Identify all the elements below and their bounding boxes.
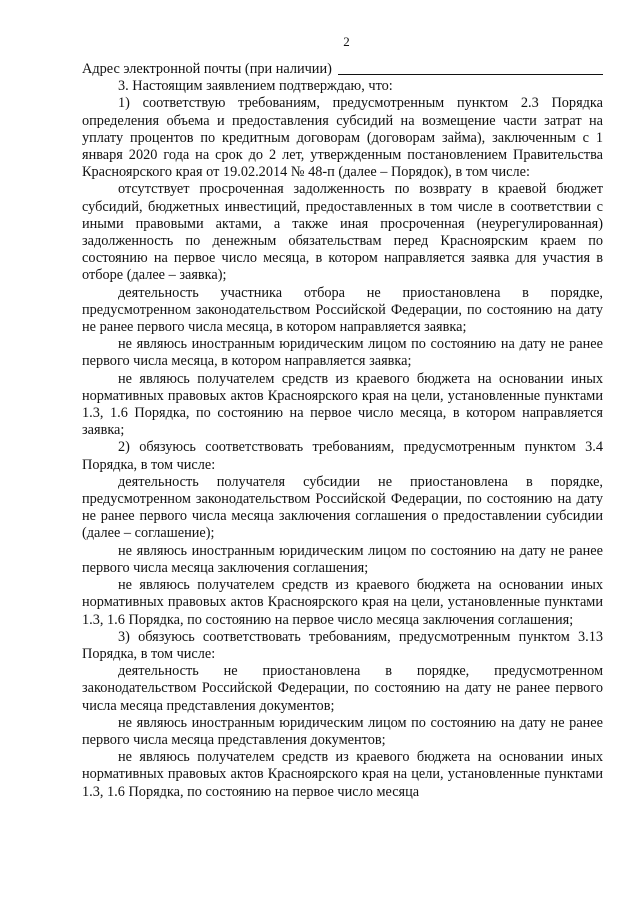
paragraph-not-foreign-1: не являюсь иностранным юридическим лицом по состоянию на дату не ранее первого числа месяца, в котором направляется заявка; bbox=[82, 336, 603, 370]
email-blank-underline bbox=[338, 73, 603, 75]
paragraph-not-suspended-2: деятельность получателя субсидии не приостановлена в порядке, предусмотренном законодательством Российской Федерации, по состоянию на дату не ранее первого числа месяца заключения соглашения о предоставлении субсидии (далее – соглашение); bbox=[82, 473, 603, 542]
email-field-line bbox=[82, 61, 603, 78]
paragraph-not-recipient-2: не являюсь получателем средств из краевого бюджета на основании иных нормативных правовых актов Красноярского края на цели, установленные пунктами 1.3, 1.6 Порядка, по состоянию на первое число месяца заключения соглашения; bbox=[82, 577, 603, 628]
paragraph-not-suspended-3: деятельность не приостановлена в порядке, предусмотренном законодательством Российской Федерации, по состоянию на дату не ранее первого числа месяца представления документов; bbox=[82, 663, 603, 714]
paragraph-item-2: 2) обязуюсь соответствовать требованиям, предусмотренным пунктом 3.4 Порядка, в том числе: bbox=[82, 439, 603, 473]
paragraph-no-debt: отсутствует просроченная задолженность по возврату в краевой бюджет субсидий, бюджетных инвестиций, предоставленных в том числе в соответствии с иными правовыми актами, а также иная просроченная (неурегулированная) задолженность по денежным обязательствам перед Красноярским краем по состоянию на первое число месяца, в котором направляется заявка для участия в отборе (далее – заявка); bbox=[82, 181, 603, 284]
paragraph-not-foreign-2: не являюсь иностранным юридическим лицом по состоянию на дату не ранее первого числа месяца заключения соглашения; bbox=[82, 542, 603, 576]
paragraph-3-intro: 3. Настоящим заявлением подтверждаю, что: bbox=[118, 78, 393, 95]
email-label: Адрес электронной почты (при наличии) bbox=[82, 61, 332, 77]
paragraph-item-1: 1) соответствую требованиям, предусмотренным пунктом 2.3 Порядка определения объема и предоставления субсидий на возмещение части затрат на уплату процентов по кредитным договорам (договорам займа), заключенным с 1 января 2020 года на срок до 2 лет, утвержденным постановлением Правительства Красноярского края от 19.02.2014 № 48-п (далее – Порядок), в том числе: bbox=[82, 95, 603, 181]
paragraph-item-3: 3) обязуюсь соответствовать требованиям, предусмотренным пунктом 3.13 Порядка, в том числе: bbox=[82, 628, 603, 662]
paragraph-not-suspended-1: деятельность участника отбора не приостановлена в порядке, предусмотренном законодательством Российской Федерации, по состоянию на дату не ранее первого числа месяца, в котором направляется заявка; bbox=[82, 284, 603, 336]
paragraph-not-foreign-3: не являюсь иностранным юридическим лицом по состоянию на дату не ранее первого числа месяца представления документов; bbox=[82, 714, 603, 748]
paragraph-not-recipient-3: не являюсь получателем средств из краевого бюджета на основании иных нормативных правовых актов Красноярского края на цели, установленные пунктами 1.3, 1.6 Порядка, по состоянию на первое число месяца bbox=[82, 749, 603, 800]
page-number: 2 bbox=[343, 34, 350, 49]
paragraph-not-recipient-1: не являюсь получателем средств из краевого бюджета на основании иных нормативных правовых актов Красноярского края на цели, установленные пунктами 1.3, 1.6 Порядка, по состоянию на первое число месяца, в котором направляется заявка; bbox=[82, 370, 603, 439]
